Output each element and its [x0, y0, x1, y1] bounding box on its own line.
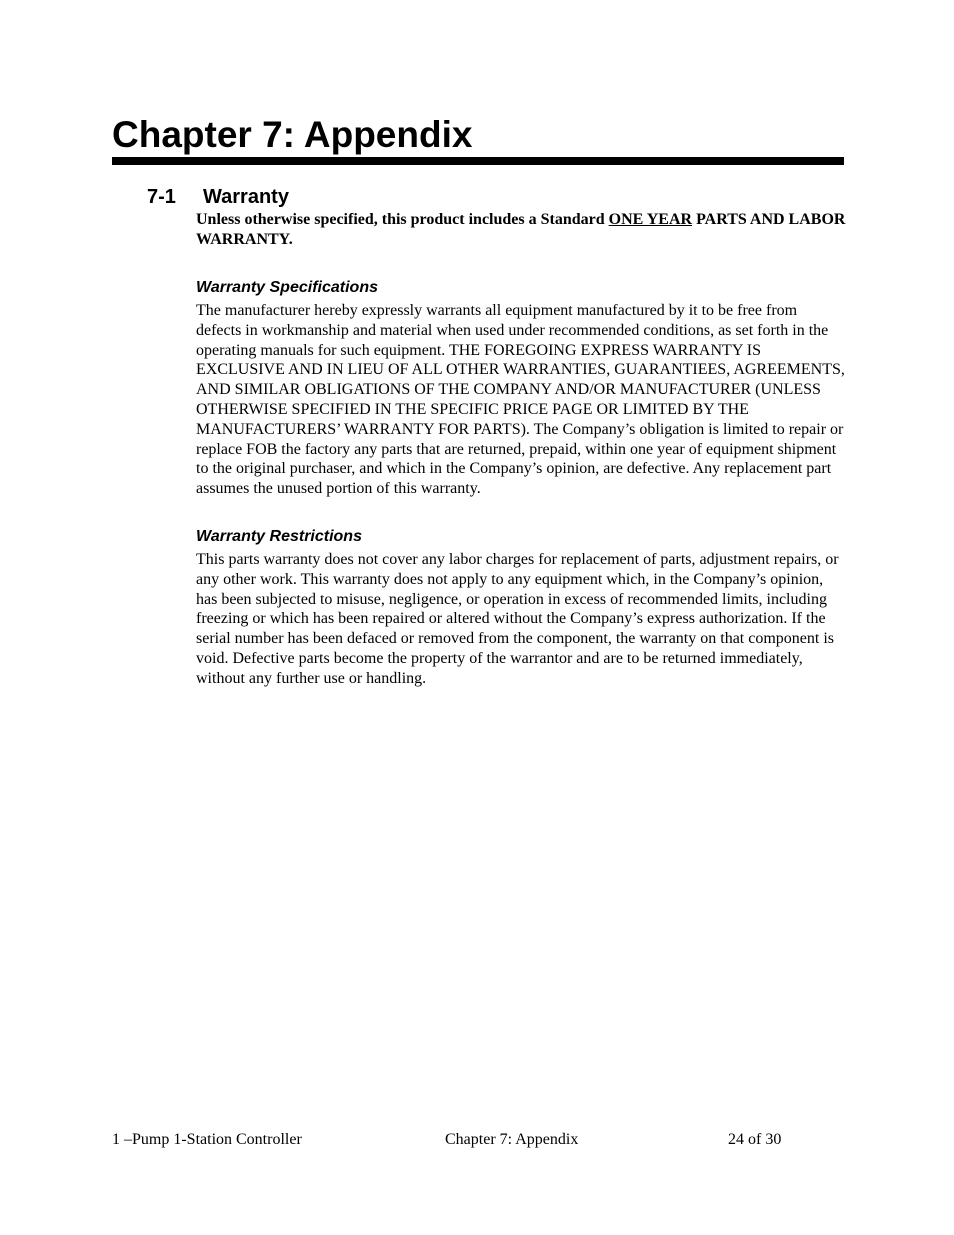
- footer-chapter: Chapter 7: Appendix: [445, 1131, 579, 1148]
- section-number: 7-1: [147, 186, 176, 208]
- warranty-intro: [196, 210, 846, 250]
- restrictions-heading: Warranty Restrictions: [196, 527, 362, 545]
- footer-page-number: 24 of 30: [728, 1131, 782, 1148]
- specifications-body: The manufacturer hereby expressly warrants all equipment manufactured by it to be free from defects in workmanship and material when used under recommended conditions, as set forth in the operating manuals for such equipment. THE FOREGOING EXPRESS WARRANTY IS EXCLUSIVE AND IN LIEU OF ALL OTHER WARRANTIES, GUARANTIEES, AGREEMENTS, AND SIMILAR OBLIGATIONS OF THE COMPANY AND/OR MANUFACTURER (UNLESS OTHERWISE SPECIFIED IN THE SPECIFIC PRICE PAGE OR LIMITED BY THE MANUFACTURERS’ WARRANTY FOR PARTS). The Company’s obligation is limited to repair or replace FOB the factory any parts that are returned, prepaid, within one year of equipment shipment to the original purchaser, and which in the Company’s opinion, are defective. Any replacement part assumes the unused portion of this warranty.: [196, 302, 845, 498]
- section-heading: [147, 184, 289, 210]
- restrictions-body: This parts warranty does not cover any labor charges for replacement of parts, adjustment repairs, or any other work. This warranty does not apply to any equipment which, in the Company’s opinion, has been subjected to misuse, negligence, or operation in excess of recommended limits, including freezing or which has been repaired or altered without the Company’s express authorization. If the serial number has been defaced or removed from the component, the warranty on that component is void. Defective parts become the property of the warrantor and are to be returned immediately, without any further use or handling.: [196, 550, 839, 687]
- specifications-heading: Warranty Specifications: [196, 279, 378, 296]
- section-content: [196, 210, 846, 689]
- footer-product-name: 1 –Pump 1-Station Controller: [112, 1131, 302, 1148]
- intro-text-before: Unless otherwise specified, this product includes a Standard: [196, 211, 609, 228]
- intro-underlined-term: ONE YEAR: [608, 211, 693, 228]
- section-title: Warranty: [203, 186, 289, 208]
- chapter-title-rule: [112, 157, 844, 165]
- intro-text-after: PARTS AND LABOR WARRANTY.: [196, 211, 846, 248]
- chapter-title: Chapter 7: Appendix: [112, 114, 473, 155]
